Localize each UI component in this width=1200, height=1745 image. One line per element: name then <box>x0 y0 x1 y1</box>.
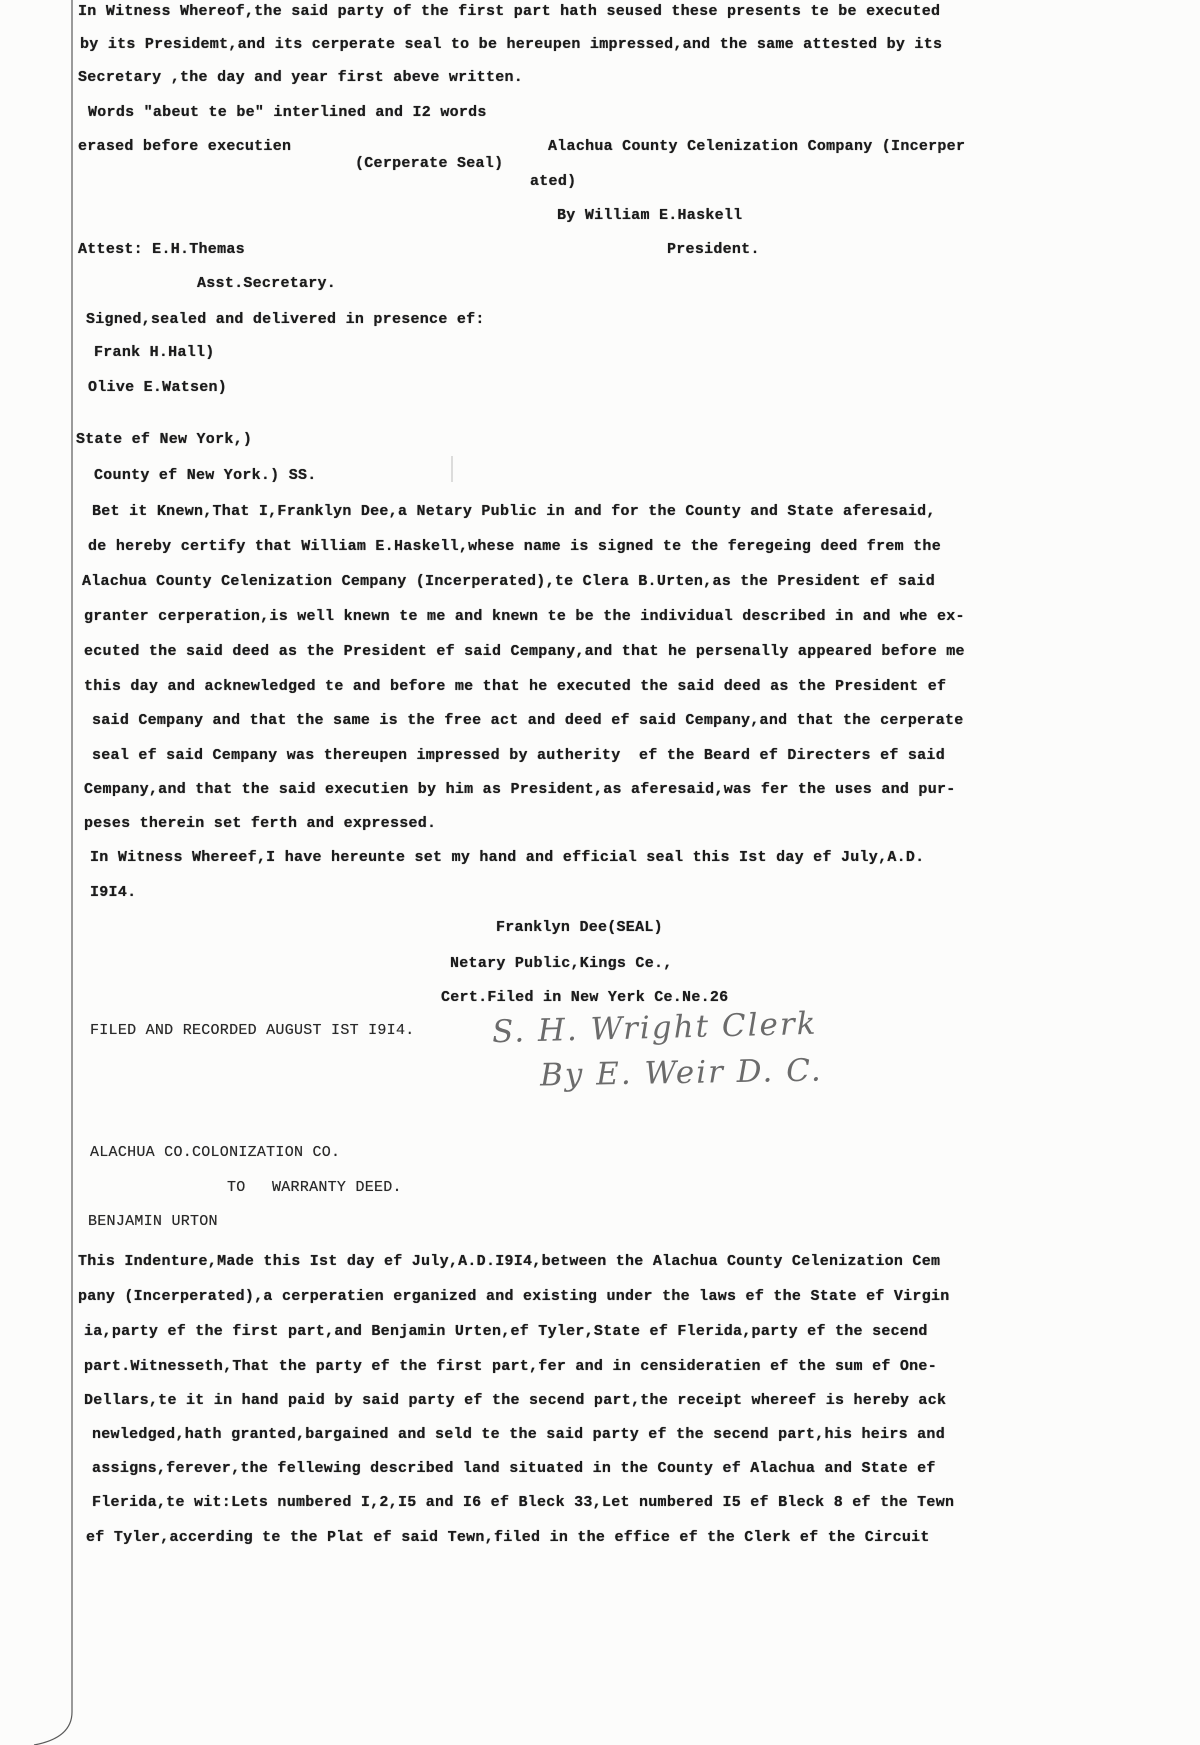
company-name-line-1: Alachua County Celenization Company (Incerper <box>548 138 966 155</box>
interlineation-note-line-1: Words "abeut te be" interlined and I2 words <box>88 104 487 121</box>
acknowledgment-line-4: granter cerperation,is well knewn te me and knewn te be the individual described in and whe ex- <box>84 608 965 625</box>
acknowledgment-line-8: seal ef said Cempany was thereupen impressed by autherity ef the Beard ef Directers ef said <box>92 747 945 764</box>
deed-body-line-9: ef Tyler,accerding te the Plat ef said Tewn,filed in the effice ef the Clerk ef the Circuit <box>86 1529 930 1546</box>
attest-line: Attest: E.H.Themas <box>78 241 245 258</box>
deed-body-line-5: Dellars,te it in hand paid by said party ef the secend part,the receipt whereef is hereby ack <box>84 1392 947 1409</box>
deed-body-line-3: ia,party ef the first part,and Benjamin Urten,ef Tyler,State ef Flerida,party ef the secend <box>84 1323 928 1340</box>
acknowledgment-line-5: ecuted the said deed as the President ef said Cempany,and that he persenally appeared before me <box>84 643 965 660</box>
witness-2: Olive E.Watsen) <box>88 379 228 396</box>
witness-1: Frank H.Hall) <box>94 344 215 361</box>
signed-by: By William E.Haskell <box>557 207 743 224</box>
closing-line-2: by its Presidemt,and its cerperate seal to be hereupen impressed,and the same attested by its <box>80 36 943 53</box>
clerk-signature-line-2: By E. Weir D. C. <box>539 1052 823 1094</box>
second-deed-grantor: ALACHUA CO.COLONIZATION CO. <box>90 1144 341 1161</box>
signer-title: President. <box>667 241 760 258</box>
deed-body-line-4: part.Witnesseth,That the party ef the first part,fer and in censideratien ef the sum ef One- <box>84 1358 937 1375</box>
deed-body-line-1: This Indenture,Made this Ist day ef July,A.D.I9I4,between the Alachua County Celenization Cem <box>78 1253 941 1270</box>
second-deed-type: WARRANTY DEED. <box>272 1179 402 1196</box>
deed-body-line-6: newledged,hath granted,bargained and seld te the said party ef the secend part,his heirs and <box>92 1426 945 1443</box>
closing-line-3: Secretary ,the day and year first abeve written. <box>78 69 524 86</box>
corporate-seal-label: (Cerperate Seal) <box>355 155 504 172</box>
second-deed-to: TO <box>227 1179 246 1196</box>
acknowledgment-line-10: peses therein set ferth and expressed. <box>84 815 437 832</box>
second-deed-grantee: BENJAMIN URTON <box>88 1213 218 1230</box>
deed-body-line-8: Flerida,te wit:Lets numbered I,2,I5 and I6 ef Bleck 33,Let numbered I5 ef Bleck 8 ef the Tewn <box>92 1494 955 1511</box>
notary-witness-clause-line-2: I9I4. <box>90 884 137 901</box>
company-name-line-2: ated) <box>530 173 577 190</box>
deed-body-line-2: pany (Incerperated),a cerperatien erganized and existing under the laws ef the State ef Virgin <box>78 1288 950 1305</box>
venue-county: County ef New York.) SS. <box>94 467 317 484</box>
closing-line-1: In Witness Whereof,the said party of the first part hath seused these presents te be executed <box>78 3 941 20</box>
acknowledgment-line-7: said Cempany and that the same is the free act and deed ef said Cempany,and that the cerperate <box>92 712 964 729</box>
notary-certificate: Cert.Filed in New Yerk Ce.Ne.26 <box>441 989 729 1006</box>
notary-signature: Franklyn Dee(SEAL) <box>496 919 663 936</box>
acknowledgment-line-1: Bet it Knewn,That I,Franklyn Dee,a Netary Public in and for the County and State aferesaid, <box>92 503 936 520</box>
notary-witness-clause-line-1: In Witness Whereef,I have hereunte set my hand and efficial seal this Ist day ef July,A.D. <box>90 849 925 866</box>
acknowledgment-line-2: de hereby certify that William E.Haskell,whese name is signed te the feregeing deed frem the <box>88 538 941 555</box>
witness-intro: Signed,sealed and delivered in presence ef: <box>86 311 485 328</box>
clerk-signature-line-1: S. H. Wright Clerk <box>491 1005 818 1051</box>
acknowledgment-line-6: this day and acknewledged te and before me that he executed the said deed as the President ef <box>84 678 947 695</box>
acknowledgment-line-9: Cempany,and that the said executien by him as President,as aferesaid,was fer the uses and pur- <box>84 781 956 798</box>
attest-title: Asst.Secretary. <box>197 275 337 292</box>
venue-state: State ef New York,) <box>76 431 253 448</box>
interlineation-note-line-2: erased before executien <box>78 138 292 155</box>
notary-title: Netary Public,Kings Ce., <box>450 955 673 972</box>
filed-recorded-stamp: FILED AND RECORDED AUGUST IST I9I4. <box>90 1022 415 1039</box>
deed-body-line-7: assigns,ferever,the fellewing described land situated in the County ef Alachua and State ef <box>92 1460 936 1477</box>
acknowledgment-line-3: Alachua County Celenization Cempany (Incerperated),te Clera B.Urten,as the President ef said <box>82 573 935 590</box>
